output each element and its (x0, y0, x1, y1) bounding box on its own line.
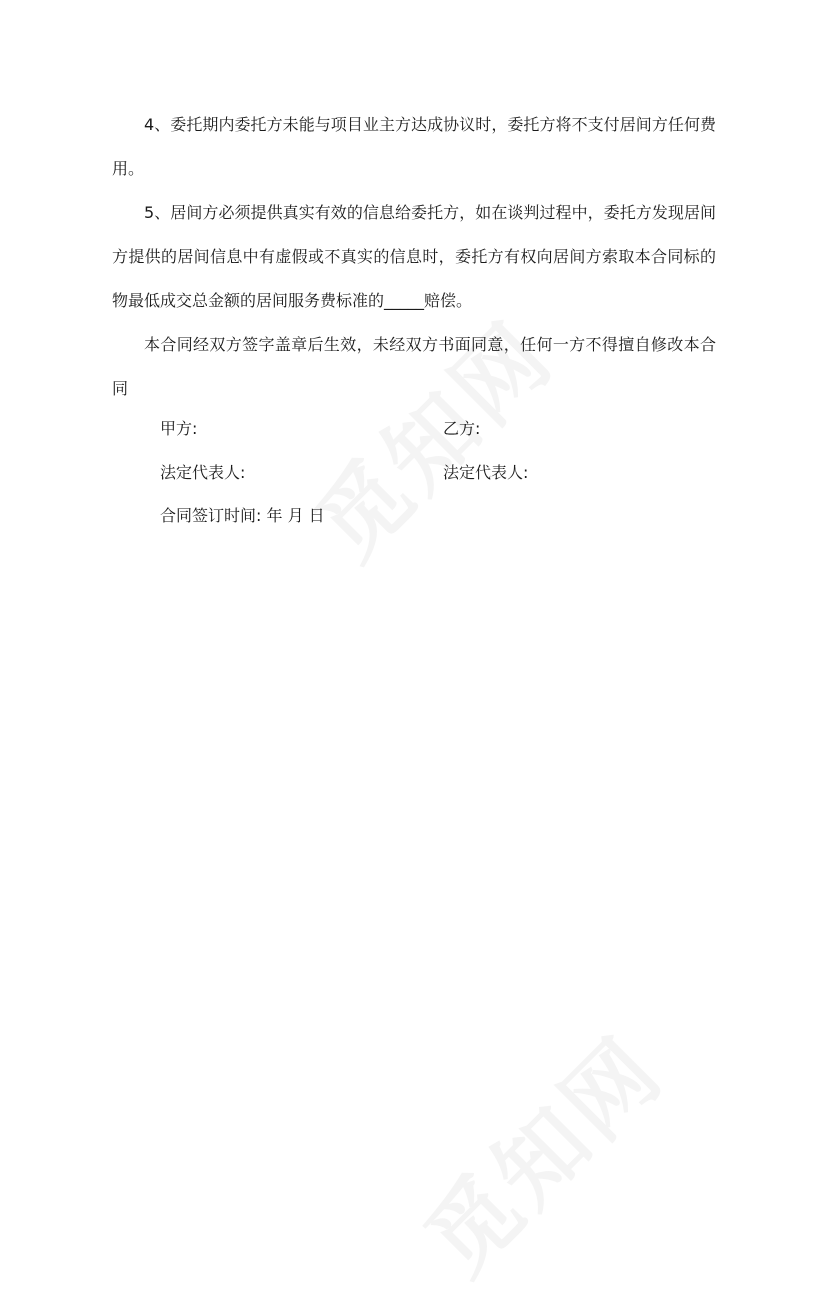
clause-5: 5、居间方必须提供真实有效的信息给委托方，如在谈判过程中，委托方发现居间方提供的居间信息中有虚假或不真实的信息时，委托方有权向居间方索取本合同标的物最低成交总金额的居间服务费标准的_____赔偿。 (112, 203, 716, 310)
watermark (391, 1002, 687, 1298)
legal-rep-a-label: 法定代表人: (160, 463, 246, 482)
contract-date-label: 合同签订时间: 年 月 日 (160, 506, 325, 525)
clause-4: 4、委托期内委托方未能与项目业主方达成协议时，委托方将不支付居间方任何费用。 (112, 115, 716, 178)
legal-rep-b-label: 法定代表人: (443, 463, 529, 482)
party-b-label: 乙方: (443, 419, 481, 438)
party-a-label: 甲方: (160, 419, 198, 438)
effectiveness-clause: 本合同经双方签字盖章后生效，未经双方书面同意，任何一方不得擅自修改本合同 (112, 335, 716, 398)
